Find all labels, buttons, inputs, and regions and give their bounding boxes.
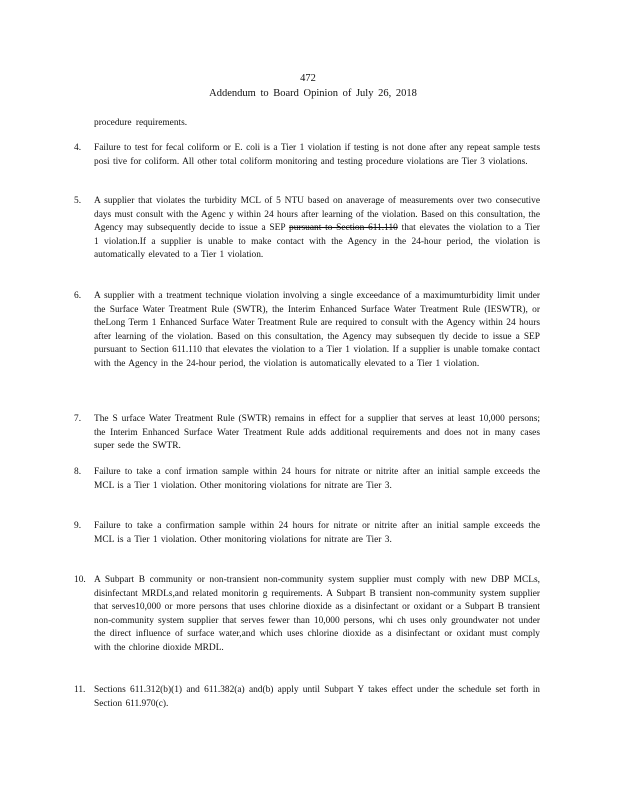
item-text-before: A supplier that violates the turbidity MCL of 5 NTU based on anaverage of measurements over two consecutive days must consult with the Agenc y within 24 hours after learning of the violation. Based on this consultation, the Agency may subsequently decide to issue a SEP (94, 196, 540, 233)
item-number: 9. (74, 521, 82, 531)
item-number: 6. (74, 291, 82, 301)
item-text: Sections 611.312(b)(1) and 611.382(a) and(b) apply until Subpart Y takes effect under the schedule set forth in Section 611.970(c). (94, 685, 540, 709)
item-text-after: that elevates the violation to a Tier 1 violation.If a supplier is unable to make contact with the Agency in the 24-hour period, the violation is automatically elevated to a Tier 1 violation. (94, 223, 540, 260)
item-text (94, 195, 540, 263)
item-text: Failure to take a conf irmation sample within 24 hours for nitrate or nitrite after an initial sample exceeds the MCL is a Tier 1 violation. Other monitoring violations for nitrate are Tier 3. (94, 467, 540, 491)
item-text: Failure to test for fecal coliform or E. coli is a Tier 1 violation if testing is not done after any repeat sample tests posi tive for coliform. All other total coliform monitoring and testing procedure violations are Tier 3 violations. (94, 143, 540, 167)
item-number: 4. (74, 143, 82, 153)
item-text: The S urface Water Treatment Rule (SWTR) remains in effect for a supplier that serves at least 10,000 persons; the Interim Enhanced Surface Water Treatment Rule adds additional requirements and does not in many cases super sede the SWTR. (94, 414, 540, 451)
item-number: 10. (74, 575, 86, 585)
item-text: A Subpart B community or non-transient non-community system supplier must comply with new DBP MCLs, disinfectant MRDLs,and related monitorin g requirements. A Subpart B transient non-community system supplier that serves10,000 or more persons that uses chlorine dioxide as a disinfectant or oxidant or a Subpart B transient non-community system supplier that serves fewer than 10,000 persons, whi ch uses only groundwater not under the direct influence of surface water,and which uses chlorine dioxide as a disinfectant or oxidant must comply with the chlorine dioxide MRDL. (94, 575, 540, 653)
item-text: Failure to take a confirmation sample within 24 hours for nitrate or nitrite after an initial sample exceeds the MCL is a Tier 1 violation. Other monitoring violations for nitrate are Tier 3. (94, 521, 540, 545)
page-title: Addendum to Board Opinion of July 26, 2018 (209, 88, 417, 99)
struck-text: pursuant to Section 611.110 (289, 223, 398, 233)
continuation-text: procedure requirements. (94, 118, 188, 128)
item-number: 11. (74, 685, 86, 695)
item-number: 5. (74, 196, 82, 206)
item-number: 8. (74, 467, 82, 477)
item-number: 7. (74, 414, 82, 424)
item-text: A supplier with a treatment technique violation involving a single exceedance of a maximumturbidity limit under the Surface Water Treatment Rule (SWTR), the Interim Enhanced Surface Water Treatment Rule (IESWTR), or theLong Term 1 Enhanced Surface Water Treatment Rule are required to consult with the Agency within 24 hours after learning of the violation. Based on this consultation, the Agency may subsequen tly decide to issue a SEP pursuant to Section 611.110 that elevates the violation to a Tier 1 violation. If a supplier is unable tomake contact with the Agency in the 24-hour period, the violation is automatically elevated to a Tier 1 violation. (94, 291, 540, 369)
page-number: 472 (300, 73, 316, 84)
